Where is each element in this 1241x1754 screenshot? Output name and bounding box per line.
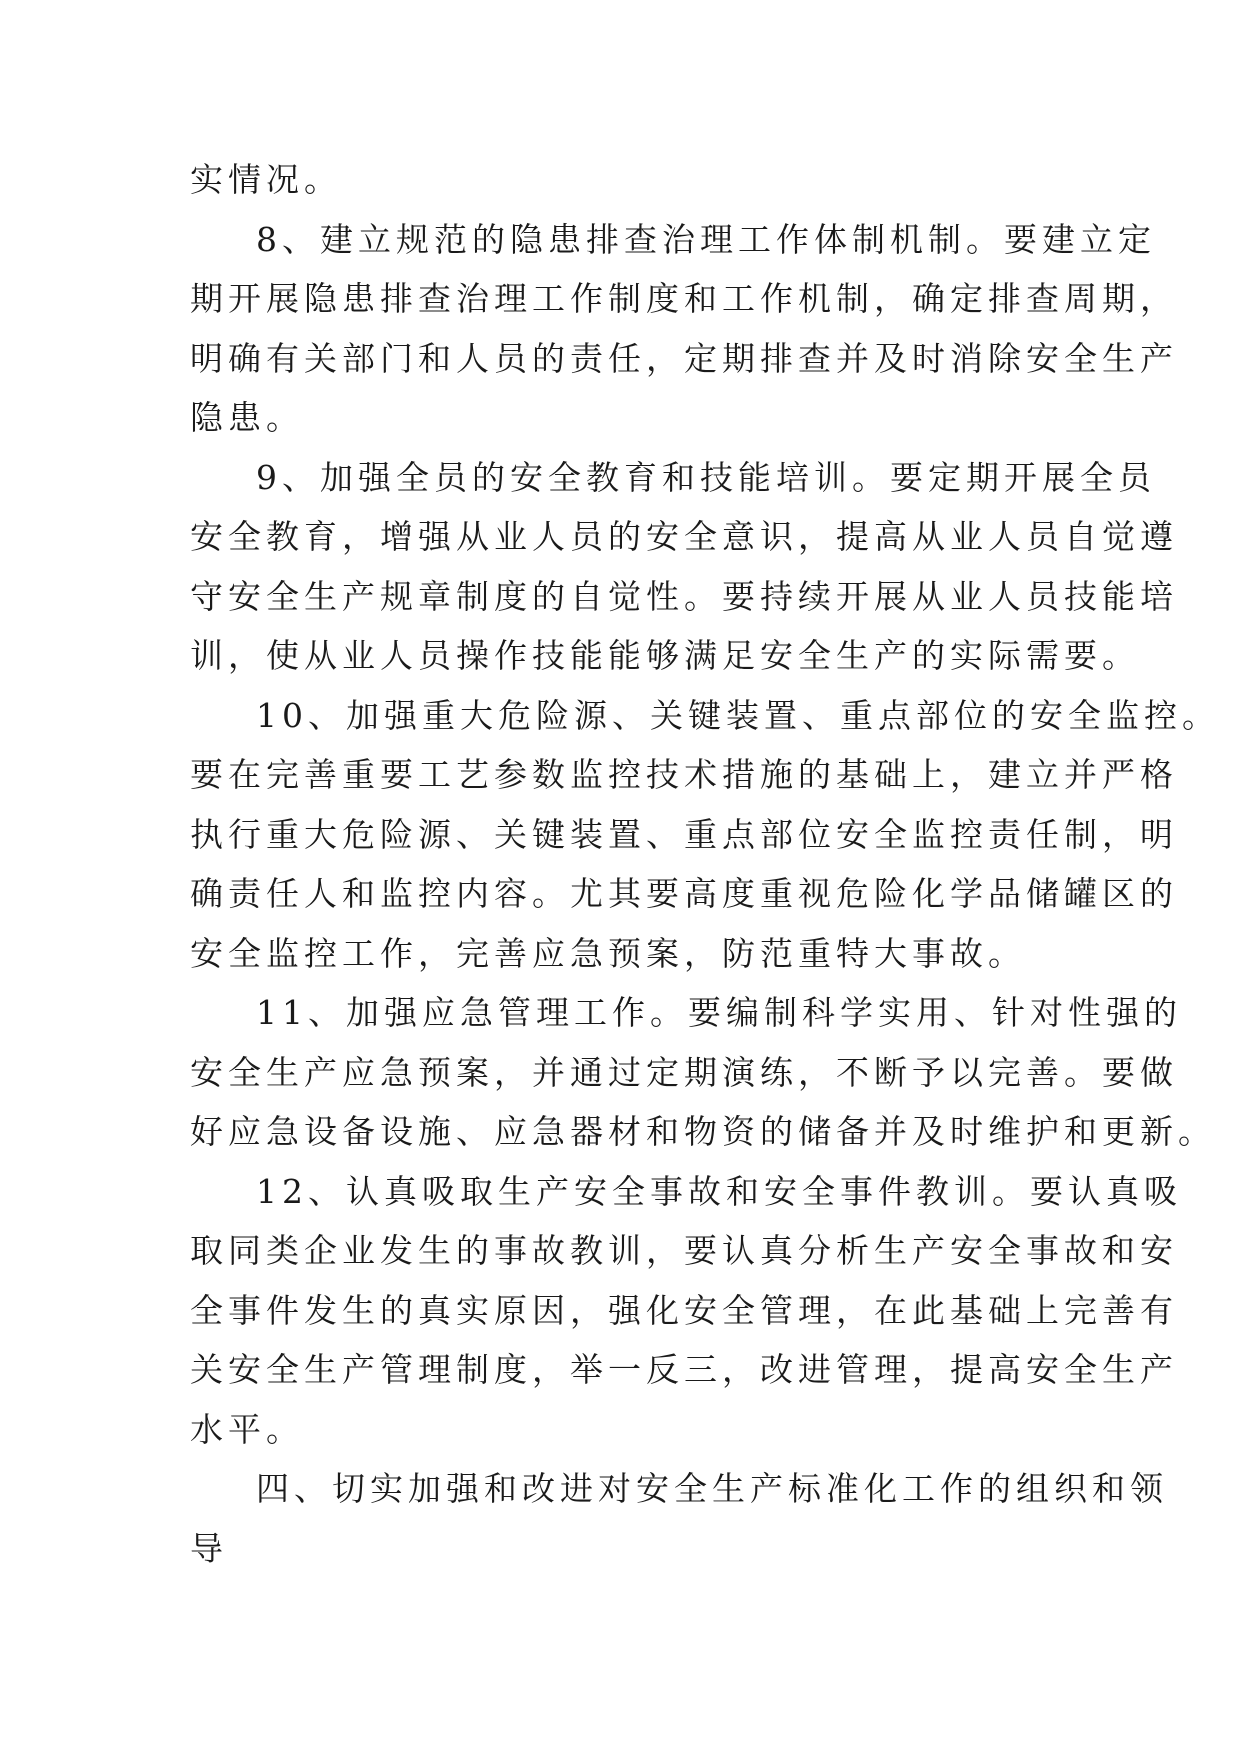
text-line: 确责任人和监控内容。尤其要高度重视危险化学品储罐区的 xyxy=(190,874,1178,913)
paragraph-item-10 xyxy=(190,686,1220,984)
text-line: 水平。 xyxy=(190,1409,304,1449)
section-heading-4 xyxy=(190,1459,1168,1578)
text-line: 隐患。 xyxy=(190,398,304,437)
text-line: 导 xyxy=(190,1528,228,1568)
text-line: 取同类企业发生的事故教训，要认真分析生产安全事故和安 xyxy=(190,1231,1178,1270)
text-line: 明确有关部门和人员的责任，定期排查并及时消除安全生产 xyxy=(190,338,1178,378)
paragraph-item-11 xyxy=(190,983,1216,1162)
text-line: 守安全生产规章制度的自觉性。要持续开展从业人员技能培 xyxy=(190,576,1178,616)
paragraph-item-12 xyxy=(190,1162,1182,1460)
text-line: 训，使从业人员操作技能能够满足安全生产的实际需要。 xyxy=(190,636,1140,675)
text-line: 11、加强应急管理工作。要编制科学实用、针对性强的 xyxy=(256,993,1182,1032)
text-line: 安全教育，增强从业人员的安全意识，提高从业人员自觉遵 xyxy=(190,517,1178,556)
text-line: 安全生产应急预案，并通过定期演练，不断予以完善。要做 xyxy=(190,1052,1178,1092)
text-line: 关安全生产管理制度，举一反三，改进管理，提高安全生产 xyxy=(190,1350,1178,1389)
paragraph-item-8 xyxy=(190,210,1178,448)
document-body xyxy=(190,150,1220,1578)
text-line: 安全监控工作，完善应急预案，防范重特大事故。 xyxy=(190,933,1026,973)
text-line: 好应急设备设施、应急器材和物资的储备并及时维护和更新。 xyxy=(190,1112,1216,1151)
paragraph-continuation xyxy=(190,150,1080,210)
text-line: 执行重大危险源、关键装置、重点部位安全监控责任制，明 xyxy=(190,814,1178,854)
text-line: 期开展隐患排查治理工作制度和工作机制，确定排查周期， xyxy=(190,279,1178,318)
text-line: 全事件发生的真实原因，强化安全管理，在此基础上完善有 xyxy=(190,1290,1178,1330)
text-line: 实情况。 xyxy=(190,160,342,199)
text-line: 9、加强全员的安全教育和技能培训。要定期开展全员 xyxy=(256,457,1156,497)
text-line: 8、建立规范的隐患排查治理工作体制机制。要建立定 xyxy=(256,219,1156,259)
paragraph-item-9 xyxy=(190,448,1178,686)
text-line: 12、认真吸取生产安全事故和安全事件教训。要认真吸 xyxy=(256,1171,1182,1211)
text-line: 10、加强重大危险源、关键装置、重点部位的安全监控。 xyxy=(256,695,1220,735)
text-line: 四、切实加强和改进对安全生产标准化工作的组织和领 xyxy=(256,1469,1168,1508)
text-line: 要在完善重要工艺参数监控技术措施的基础上，建立并严格 xyxy=(190,755,1178,794)
